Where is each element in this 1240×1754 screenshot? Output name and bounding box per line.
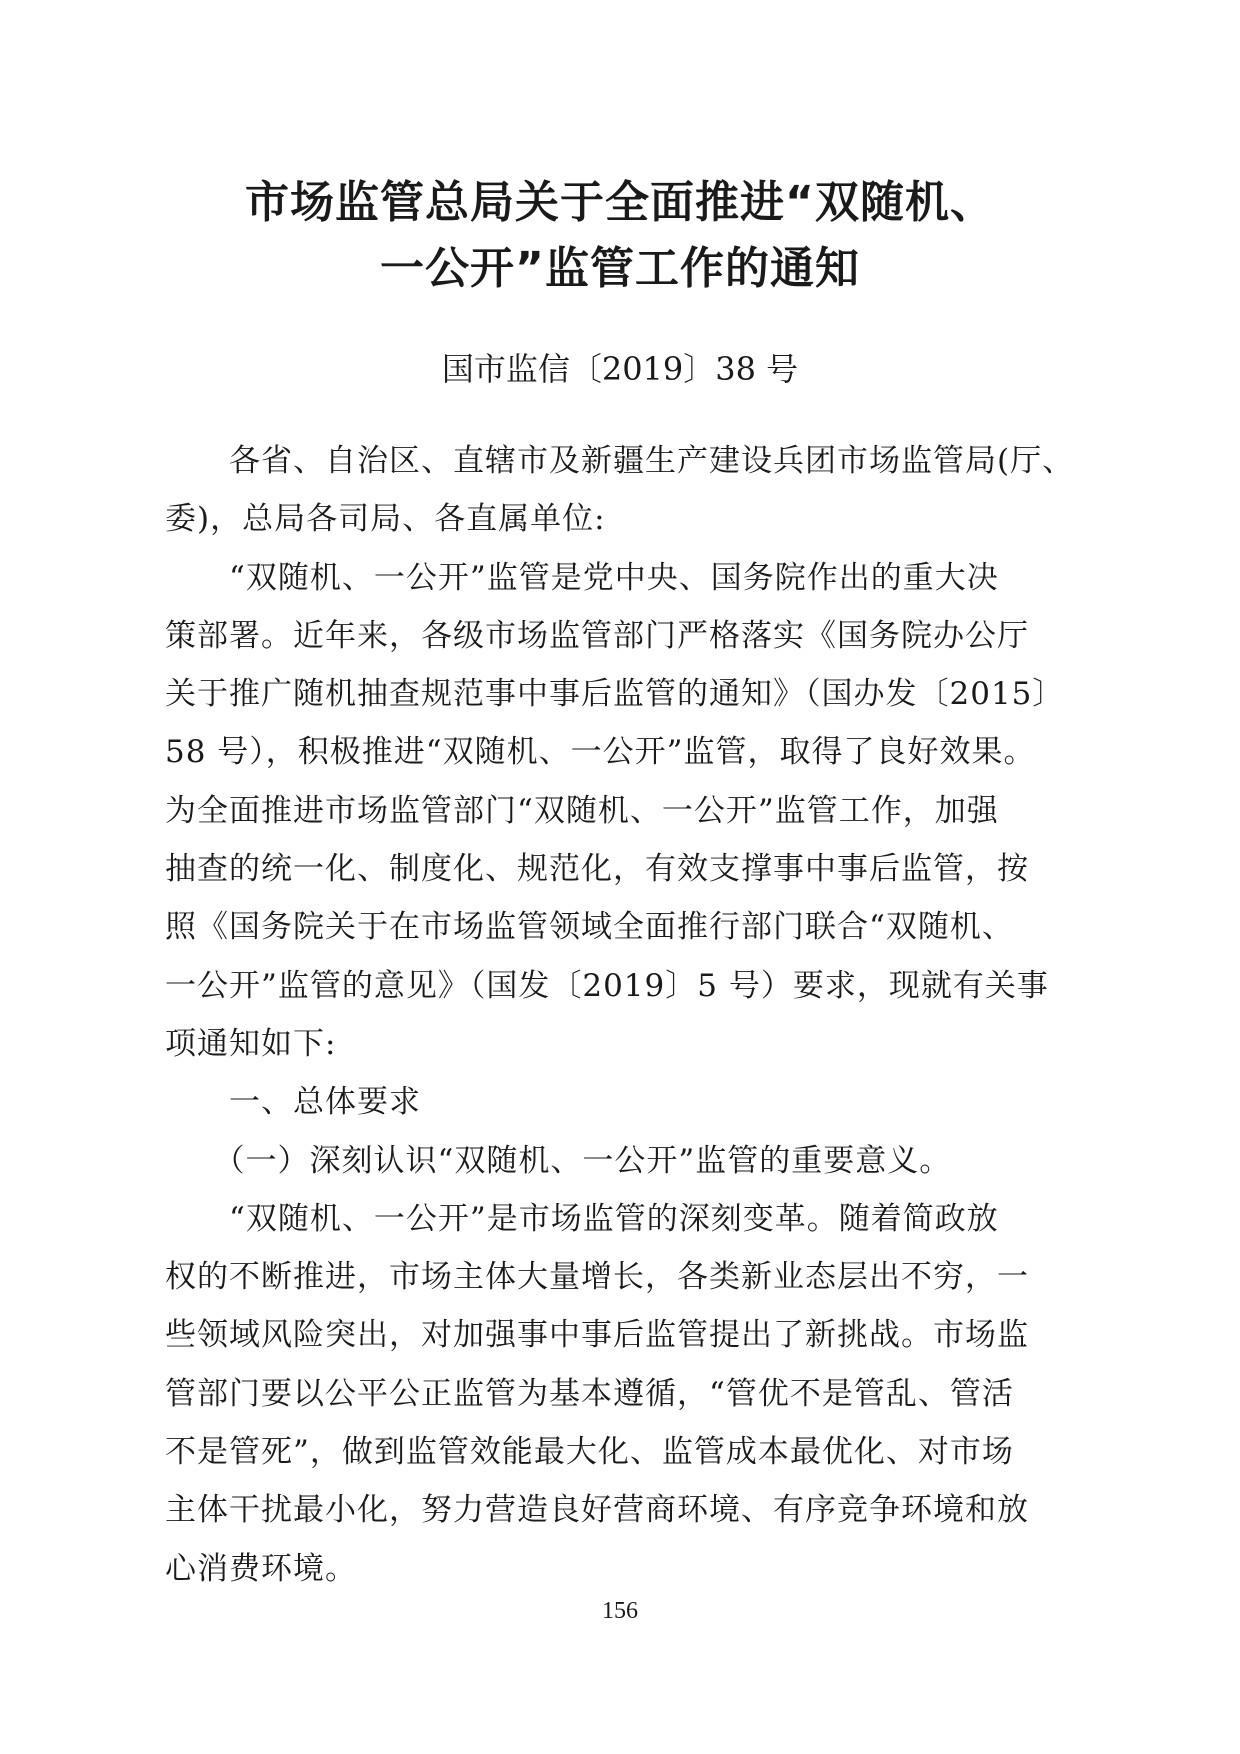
body-line: 管部门要以公平公正监管为基本遵循，“管优不是管乱、管活 [165,1375,1014,1412]
body-line: “双随机、一公开”是市场监管的深刻变革。随着简政放 [165,1200,999,1237]
body-line: 关于推广随机抽查规范事中事后监管的通知》（国办发〔2015〕 [165,676,1065,713]
body-line: 各省、自治区、直辖市及新疆生产建设兵团市场监管局(厅、 [165,443,1075,479]
body-line: 主体干扰最小化，努力营造良好营商环境、有序竞争环境和放 [165,1492,1029,1529]
body-line: “双随机、一公开”监管是党中央、国务院作出的重大决 [165,559,999,596]
title-line: 一公开”监管工作的通知 [380,243,860,294]
body-line: 策部署。近年来，各级市场监管部门严格落实《国务院办公厅 [165,617,1029,654]
body-line: 委)，总局各司局、各直属单位: [165,501,606,538]
body-line: 一公开”监管的意见》（国发〔2019〕5 号）要求，现就有关事 [165,967,1049,1004]
title-line: 市场监管总局关于全面推进“双随机、 [245,177,995,228]
body-line: 照《国务院关于在市场监管领域全面推行部门联合“双随机、 [165,909,1014,946]
body-line: 项通知如下: [165,1025,337,1062]
body-line: 不是管死”，做到监管效能最大化、监管成本最优化、对市场 [165,1434,1014,1471]
section-heading: 一、总体要求 [165,1084,421,1121]
body-line: 58 号），积极推进“双随机、一公开”监管，取得了良好效果。 [165,734,1036,771]
body-line: 权的不断推进，市场主体大量增长，各类新业态层出不穷，一 [165,1259,1029,1296]
body-line: 些领域风险突出，对加强事中事后监管提出了新挑战。市场监 [165,1317,1029,1354]
body-line: 抽查的统一化、制度化、规范化，有效支撑事中事后监管，按 [165,851,1029,888]
body-line: 心消费环境。 [165,1550,357,1587]
document-number: 国市监信〔2019〕38 号 [441,350,799,388]
document-title [130,170,1110,302]
body-line: 为全面推进市场监管部门“双随机、一公开”监管工作，加强 [165,792,999,829]
document-body [165,432,1080,1598]
page-number: 156 [602,1598,638,1624]
subsection-heading: （一）深刻认识“双随机、一公开”监管的重要意义。 [165,1142,952,1179]
